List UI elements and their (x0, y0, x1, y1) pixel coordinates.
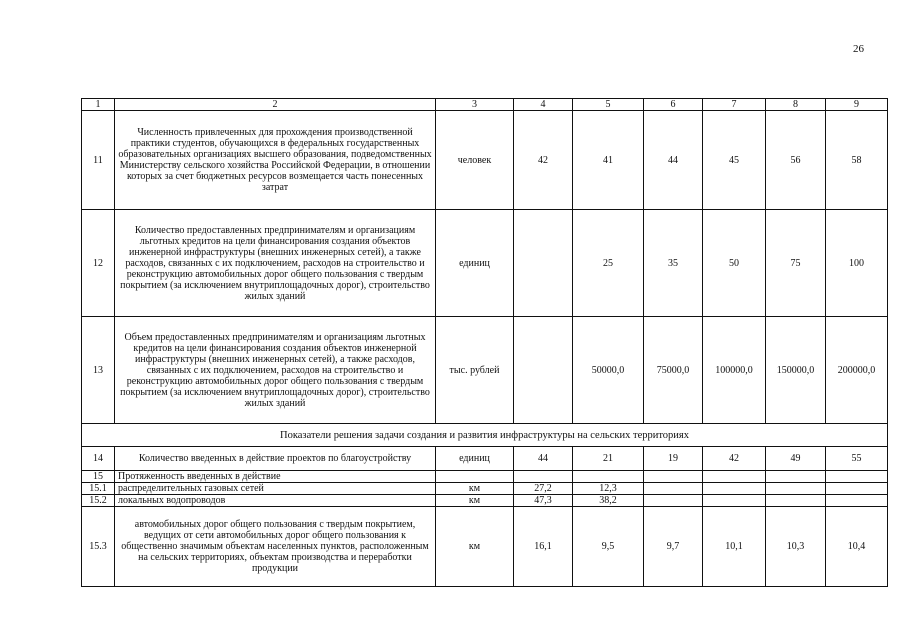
row-value (644, 483, 703, 495)
row-unit: единиц (436, 447, 514, 471)
row-value (766, 471, 826, 483)
column-header: 4 (514, 99, 573, 111)
row-value (703, 483, 766, 495)
row-number: 15.2 (82, 495, 115, 507)
row-value: 38,2 (573, 495, 644, 507)
row-value: 19 (644, 447, 703, 471)
row-unit: единиц (436, 210, 514, 317)
row-value: 45 (703, 111, 766, 210)
column-header: 6 (644, 99, 703, 111)
table-row (82, 317, 888, 424)
column-number-row (82, 99, 888, 111)
row-value (766, 483, 826, 495)
row-value: 44 (514, 447, 573, 471)
row-number: 13 (82, 317, 115, 424)
row-value: 25 (573, 210, 644, 317)
row-value: 9,5 (573, 507, 644, 587)
table-row (82, 447, 888, 471)
row-value (514, 317, 573, 424)
column-header: 2 (115, 99, 436, 111)
table-row (82, 507, 888, 587)
row-value (703, 495, 766, 507)
row-unit: тыс. рублей (436, 317, 514, 424)
row-number: 15.3 (82, 507, 115, 587)
table-row (82, 483, 888, 495)
row-value: 27,2 (514, 483, 573, 495)
row-value: 10,4 (826, 507, 888, 587)
row-value: 21 (573, 447, 644, 471)
column-header: 8 (766, 99, 826, 111)
table-row (82, 495, 888, 507)
row-number: 15.1 (82, 483, 115, 495)
row-value: 10,1 (703, 507, 766, 587)
row-value: 58 (826, 111, 888, 210)
row-value: 100000,0 (703, 317, 766, 424)
row-description: Объем предоставленных предпринимателям и организациям льготных кредитов на цели финансирования создания объектов инженерной инфраструктуры (внешних инженерных сетей), а также расходов, связанных с их подключением, расходов на строительство и реконструкцию автомобильных дорог общего пользования с твердым покрытием (за исключением внутриплощадочных дорог), строительство жилых зданий (115, 317, 436, 424)
column-header: 3 (436, 99, 514, 111)
row-description: Протяженность введенных в действие (115, 471, 436, 483)
section-row (82, 424, 888, 447)
row-description: Численность привлеченных для прохождения производственной практики студентов, обучающихся в федеральных государственных образовательных организациях высшего образования, подведомственных Министерству сельского хозяйства Российской Федерации, в отношении которых за счет бюджетных ресурсов возмещается часть понесенных затрат (115, 111, 436, 210)
row-value: 75 (766, 210, 826, 317)
row-description: автомобильных дорог общего пользования с твердым покрытием, ведущих от сети автомобильных дорог общего пользования к общественно значимым объектам населенных пунктов, расположенным на сельских территориях, объектам производства и переработки продукции (115, 507, 436, 587)
row-value (644, 495, 703, 507)
row-value: 75000,0 (644, 317, 703, 424)
row-value: 56 (766, 111, 826, 210)
table-row (82, 210, 888, 317)
row-number: 12 (82, 210, 115, 317)
row-unit: км (436, 507, 514, 587)
row-value: 16,1 (514, 507, 573, 587)
row-value: 12,3 (573, 483, 644, 495)
column-header: 7 (703, 99, 766, 111)
row-value (644, 471, 703, 483)
row-unit: км (436, 483, 514, 495)
row-value: 200000,0 (826, 317, 888, 424)
row-value: 49 (766, 447, 826, 471)
row-value (703, 471, 766, 483)
row-value: 150000,0 (766, 317, 826, 424)
row-value: 10,3 (766, 507, 826, 587)
row-number: 14 (82, 447, 115, 471)
row-value: 9,7 (644, 507, 703, 587)
row-value: 42 (703, 447, 766, 471)
row-value: 42 (514, 111, 573, 210)
page-number: 26 (853, 43, 864, 55)
row-description: Количество предоставленных предпринимателям и организациям льготных кредитов на цели финансирования создания объектов инженерной инфраструктуры (внешних инженерных сетей), а также расходов, связанных с их подключением, расходов на строительство и реконструкцию автомобильных дорог общего пользования с твердым покрытием (за исключением внутриплощадочных дорог), строительство жилых зданий (115, 210, 436, 317)
row-value: 41 (573, 111, 644, 210)
row-value: 50 (703, 210, 766, 317)
row-number: 11 (82, 111, 115, 210)
row-value (514, 210, 573, 317)
row-description: распределительных газовых сетей (115, 483, 436, 495)
table-row (82, 471, 888, 483)
row-number: 15 (82, 471, 115, 483)
row-value: 47,3 (514, 495, 573, 507)
row-value: 35 (644, 210, 703, 317)
row-unit: человек (436, 111, 514, 210)
row-value (826, 471, 888, 483)
table-row (82, 111, 888, 210)
row-value (514, 471, 573, 483)
row-value: 55 (826, 447, 888, 471)
row-value (573, 471, 644, 483)
row-value (766, 495, 826, 507)
row-value (826, 495, 888, 507)
row-unit (436, 471, 514, 483)
row-value (826, 483, 888, 495)
row-description: локальных водопроводов (115, 495, 436, 507)
indicators-table (81, 98, 888, 587)
column-header: 1 (82, 99, 115, 111)
section-title: Показатели решения задачи создания и развития инфраструктуры на сельских территориях (82, 424, 888, 447)
column-header: 5 (573, 99, 644, 111)
row-value: 44 (644, 111, 703, 210)
row-value: 100 (826, 210, 888, 317)
column-header: 9 (826, 99, 888, 111)
row-unit: км (436, 495, 514, 507)
row-value: 50000,0 (573, 317, 644, 424)
row-description: Количество введенных в действие проектов по благоустройству (115, 447, 436, 471)
